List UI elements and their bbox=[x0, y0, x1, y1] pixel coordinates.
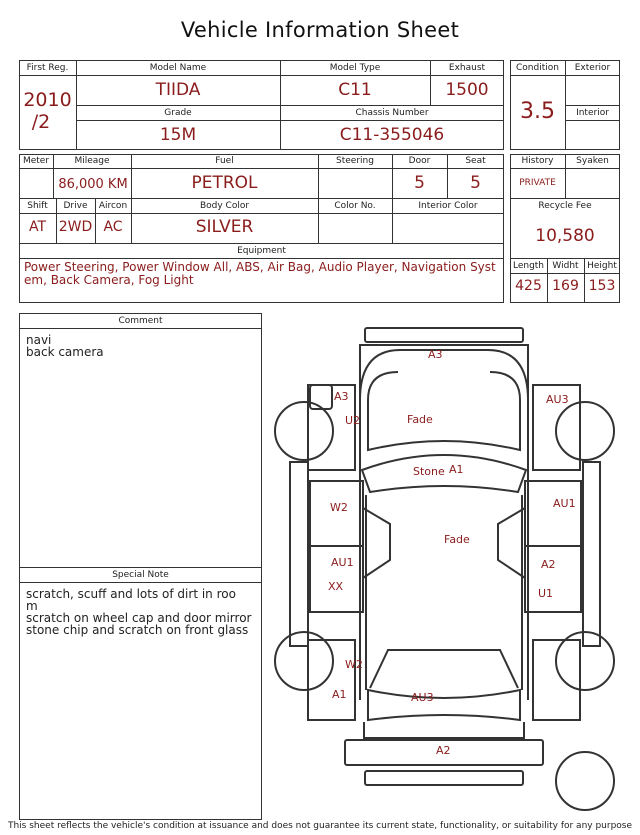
damage-left-rear-w: W2 bbox=[345, 658, 363, 671]
damage-windshield-code: A1 bbox=[449, 463, 464, 476]
comment-label: Comment bbox=[118, 316, 163, 326]
chassis-label: Chassis Number bbox=[355, 108, 429, 118]
mileage-label: Mileage bbox=[74, 156, 110, 166]
model-type-value: C11 bbox=[338, 80, 372, 100]
meter-label: Meter bbox=[22, 156, 50, 166]
comment-line-1: navi bbox=[26, 333, 52, 347]
damage-left-rear-a: A1 bbox=[332, 688, 347, 701]
aircon-value: AC bbox=[103, 219, 123, 235]
drive-value: 2WD bbox=[58, 219, 93, 235]
door-value: 5 bbox=[414, 173, 425, 193]
exhaust-value: 1500 bbox=[445, 80, 489, 100]
damage-right-door-rear-a: A2 bbox=[541, 558, 556, 571]
equipment-label: Equipment bbox=[237, 246, 286, 256]
damage-right-front-pillar: AU3 bbox=[546, 393, 569, 406]
special-note-line-2: m bbox=[26, 599, 38, 613]
seat-label: Seat bbox=[465, 156, 486, 166]
damage-left-front-u: U2 bbox=[345, 414, 361, 427]
damage-rear-glass: AU3 bbox=[411, 691, 434, 704]
damage-rear-bumper: A2 bbox=[436, 744, 451, 757]
length-value: 425 bbox=[515, 278, 542, 294]
page-title: Vehicle Information Sheet bbox=[180, 18, 460, 42]
grade-value: 15M bbox=[159, 125, 197, 145]
damage-roof-note: Fade bbox=[444, 533, 470, 546]
damage-left-door-rear: AU1 bbox=[331, 556, 354, 569]
height-label: Height bbox=[587, 261, 617, 271]
recycle-fee-label: Recycle Fee bbox=[538, 201, 592, 211]
model-name-label: Model Name bbox=[149, 63, 207, 73]
special-note-label: Special Note bbox=[112, 570, 169, 580]
width-label: Widht bbox=[552, 261, 579, 271]
model-name-value: TIIDA bbox=[155, 80, 201, 100]
damage-roof-front: A3 bbox=[428, 348, 443, 361]
special-note-line-1: scratch, scuff and lots of dirt in roo bbox=[26, 587, 236, 601]
damage-windshield-note: Stone bbox=[413, 465, 445, 478]
condition-grade: 3.5 bbox=[520, 99, 555, 124]
damage-left-door-front: W2 bbox=[330, 501, 348, 514]
comment-line-2: back camera bbox=[26, 345, 104, 359]
interior-color-label: Interior Color bbox=[418, 201, 478, 211]
damage-hood-note: Fade bbox=[407, 413, 433, 426]
door-label: Door bbox=[408, 156, 431, 166]
disclaimer-footer: This sheet reflects the vehicle's condition at issuance and does not guarantee its current state, functionality, or suitability for any purpose bbox=[7, 821, 633, 831]
model-type-label: Model Type bbox=[329, 63, 381, 73]
first-reg-month: /2 bbox=[31, 111, 51, 133]
syaken-label: Syaken bbox=[576, 156, 609, 166]
damage-right-door-front: AU1 bbox=[553, 497, 576, 510]
color-no-label: Color No. bbox=[334, 201, 376, 211]
width-value: 169 bbox=[552, 278, 579, 294]
special-note-line-3: scratch on wheel cap and door mirror bbox=[26, 611, 252, 625]
grade-label: Grade bbox=[164, 108, 192, 118]
history-label: History bbox=[521, 156, 554, 166]
drive-label: Drive bbox=[63, 201, 88, 211]
history-value: PRIVATE bbox=[519, 178, 556, 188]
damage-left-front-pillar: A3 bbox=[334, 390, 349, 403]
interior-label: Interior bbox=[576, 108, 609, 118]
equipment-value: Power Steering, Power Window All, ABS, Air Bag, Audio Player, Navigation System, Back Camera, Fog Light bbox=[24, 260, 496, 287]
exterior-label: Exterior bbox=[574, 63, 611, 73]
damage-left-door-rear-xx: XX bbox=[328, 580, 344, 593]
steering-label: Steering bbox=[336, 156, 374, 166]
shift-label: Shift bbox=[27, 201, 48, 211]
shift-value: AT bbox=[28, 219, 47, 235]
first-reg-year: 2010 bbox=[23, 89, 72, 111]
fuel-value: PETROL bbox=[191, 173, 258, 193]
body-color-label: Body Color bbox=[199, 201, 250, 211]
length-label: Length bbox=[512, 261, 545, 271]
body-color-value: SILVER bbox=[195, 217, 254, 237]
seat-value: 5 bbox=[470, 173, 481, 193]
aircon-label: Aircon bbox=[98, 201, 128, 211]
fuel-label: Fuel bbox=[215, 156, 234, 166]
mileage-value: 86,000 KM bbox=[58, 177, 128, 192]
first-reg-label: First Reg. bbox=[26, 63, 69, 73]
damage-right-door-rear-u: U1 bbox=[538, 587, 554, 600]
exhaust-label: Exhaust bbox=[448, 63, 486, 73]
recycle-fee-value: 10,580 bbox=[535, 226, 595, 246]
chassis-value: C11-355046 bbox=[339, 125, 445, 145]
special-note-line-4: stone chip and scratch on front glass bbox=[26, 623, 249, 637]
height-value: 153 bbox=[588, 278, 616, 294]
condition-label: Condition bbox=[516, 63, 559, 73]
